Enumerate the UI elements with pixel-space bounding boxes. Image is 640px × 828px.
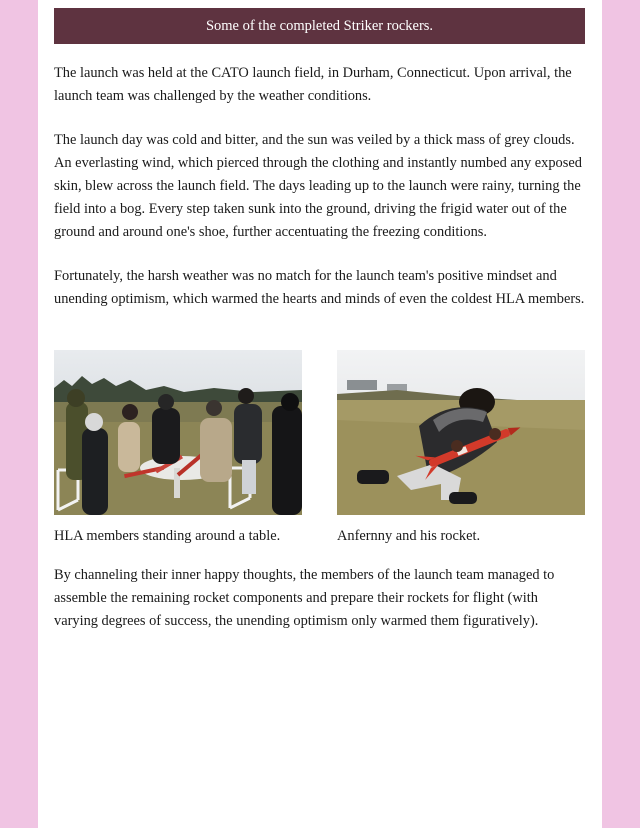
paragraph-optimism: Fortunately, the harsh weather was no match for the launch team's positive mindset and unending optimism, which warmed the hearts and minds of even the coldest HLA members.: [54, 268, 585, 307]
paragraph-weather: The launch day was cold and bitter, and the sun was veiled by a thick mass of grey clouds. An everlasting wind, which pierced through the clothing and instantly numbed any exposed skin, blew across the launch field. The days leading up to the launch were rainy, turning the field into a bog. Every step taken sunk into the ground, driving the frigid water out of the ground and around one's shoe, further accentuating the freezing conditions.: [54, 132, 582, 240]
photo-anfernny-with-rocket: [337, 350, 585, 515]
figure-caption-rocket: Anfernny and his rocket.: [337, 528, 481, 544]
paragraph-assembly: By channeling their inner happy thoughts, the members of the launch team managed to assemble the remaining rocket components and prepare their rockets for flight (with varying degrees of success, the unending optimism only warmed them figuratively).: [54, 567, 555, 629]
figure-caption-table: HLA members standing around a table.: [54, 528, 281, 544]
photo-members-around-table: [54, 350, 302, 515]
article-page: [38, 0, 602, 828]
image-caption-banner: Some of the completed Striker rockers.: [54, 8, 585, 44]
paragraph-launch-location: The launch was held at the CATO launch field, in Durham, Connecticut. Upon arrival, the launch team was challenged by the weather conditions.: [54, 65, 572, 104]
